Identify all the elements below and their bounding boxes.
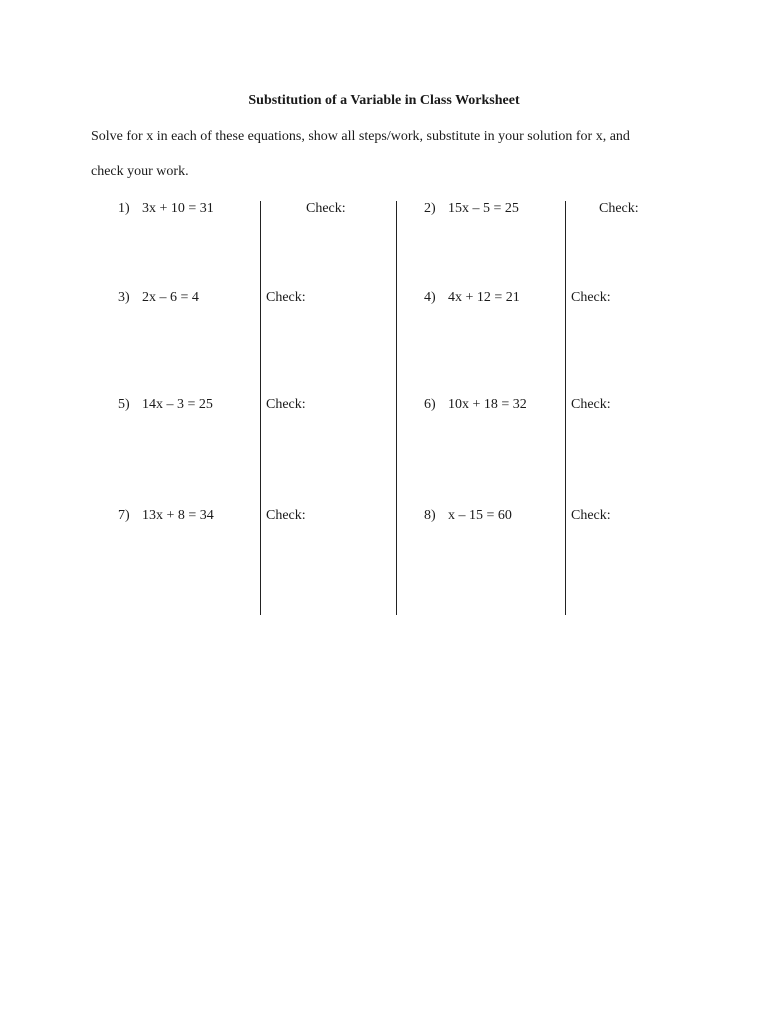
page-title: Substitution of a Variable in Class Worksheet <box>248 93 520 108</box>
column-divider <box>565 201 566 615</box>
problem-7 <box>118 508 214 524</box>
check-label: Check: <box>266 397 306 412</box>
check-label: Check: <box>306 201 346 216</box>
problem-equation: 13x + 8 = 34 <box>142 508 214 523</box>
column-divider <box>396 201 397 615</box>
check-label: Check: <box>266 508 306 523</box>
check-label: Check: <box>599 201 639 216</box>
problem-number: 5) <box>118 397 130 412</box>
problem-3 <box>118 290 199 306</box>
problem-1 <box>118 201 214 217</box>
problem-number: 1) <box>118 201 130 216</box>
problem-5 <box>118 397 213 413</box>
problem-equation: 10x + 18 = 32 <box>448 397 527 412</box>
problem-8 <box>424 508 512 524</box>
problem-number: 8) <box>424 508 436 523</box>
problem-equation: 2x – 6 = 4 <box>142 290 199 305</box>
problem-number: 7) <box>118 508 130 523</box>
problem-number: 3) <box>118 290 130 305</box>
problem-equation: x – 15 = 60 <box>448 508 512 523</box>
problem-equation: 4x + 12 = 21 <box>448 290 520 305</box>
problem-number: 6) <box>424 397 436 412</box>
problem-number: 2) <box>424 201 436 216</box>
problem-6 <box>424 397 527 413</box>
problem-equation: 14x – 3 = 25 <box>142 397 213 412</box>
check-label: Check: <box>571 397 611 412</box>
problem-2 <box>424 201 519 217</box>
check-label: Check: <box>571 290 611 305</box>
instructions-line-1: Solve for x in each of these equations, show all steps/work, substitute in your solution for x, and <box>91 129 630 144</box>
check-label: Check: <box>571 508 611 523</box>
check-label: Check: <box>266 290 306 305</box>
problem-4 <box>424 290 520 306</box>
problem-equation: 3x + 10 = 31 <box>142 201 214 216</box>
instructions-line-2: check your work. <box>91 164 189 179</box>
problem-equation: 15x – 5 = 25 <box>448 201 519 216</box>
column-divider <box>260 201 261 615</box>
problem-number: 4) <box>424 290 436 305</box>
